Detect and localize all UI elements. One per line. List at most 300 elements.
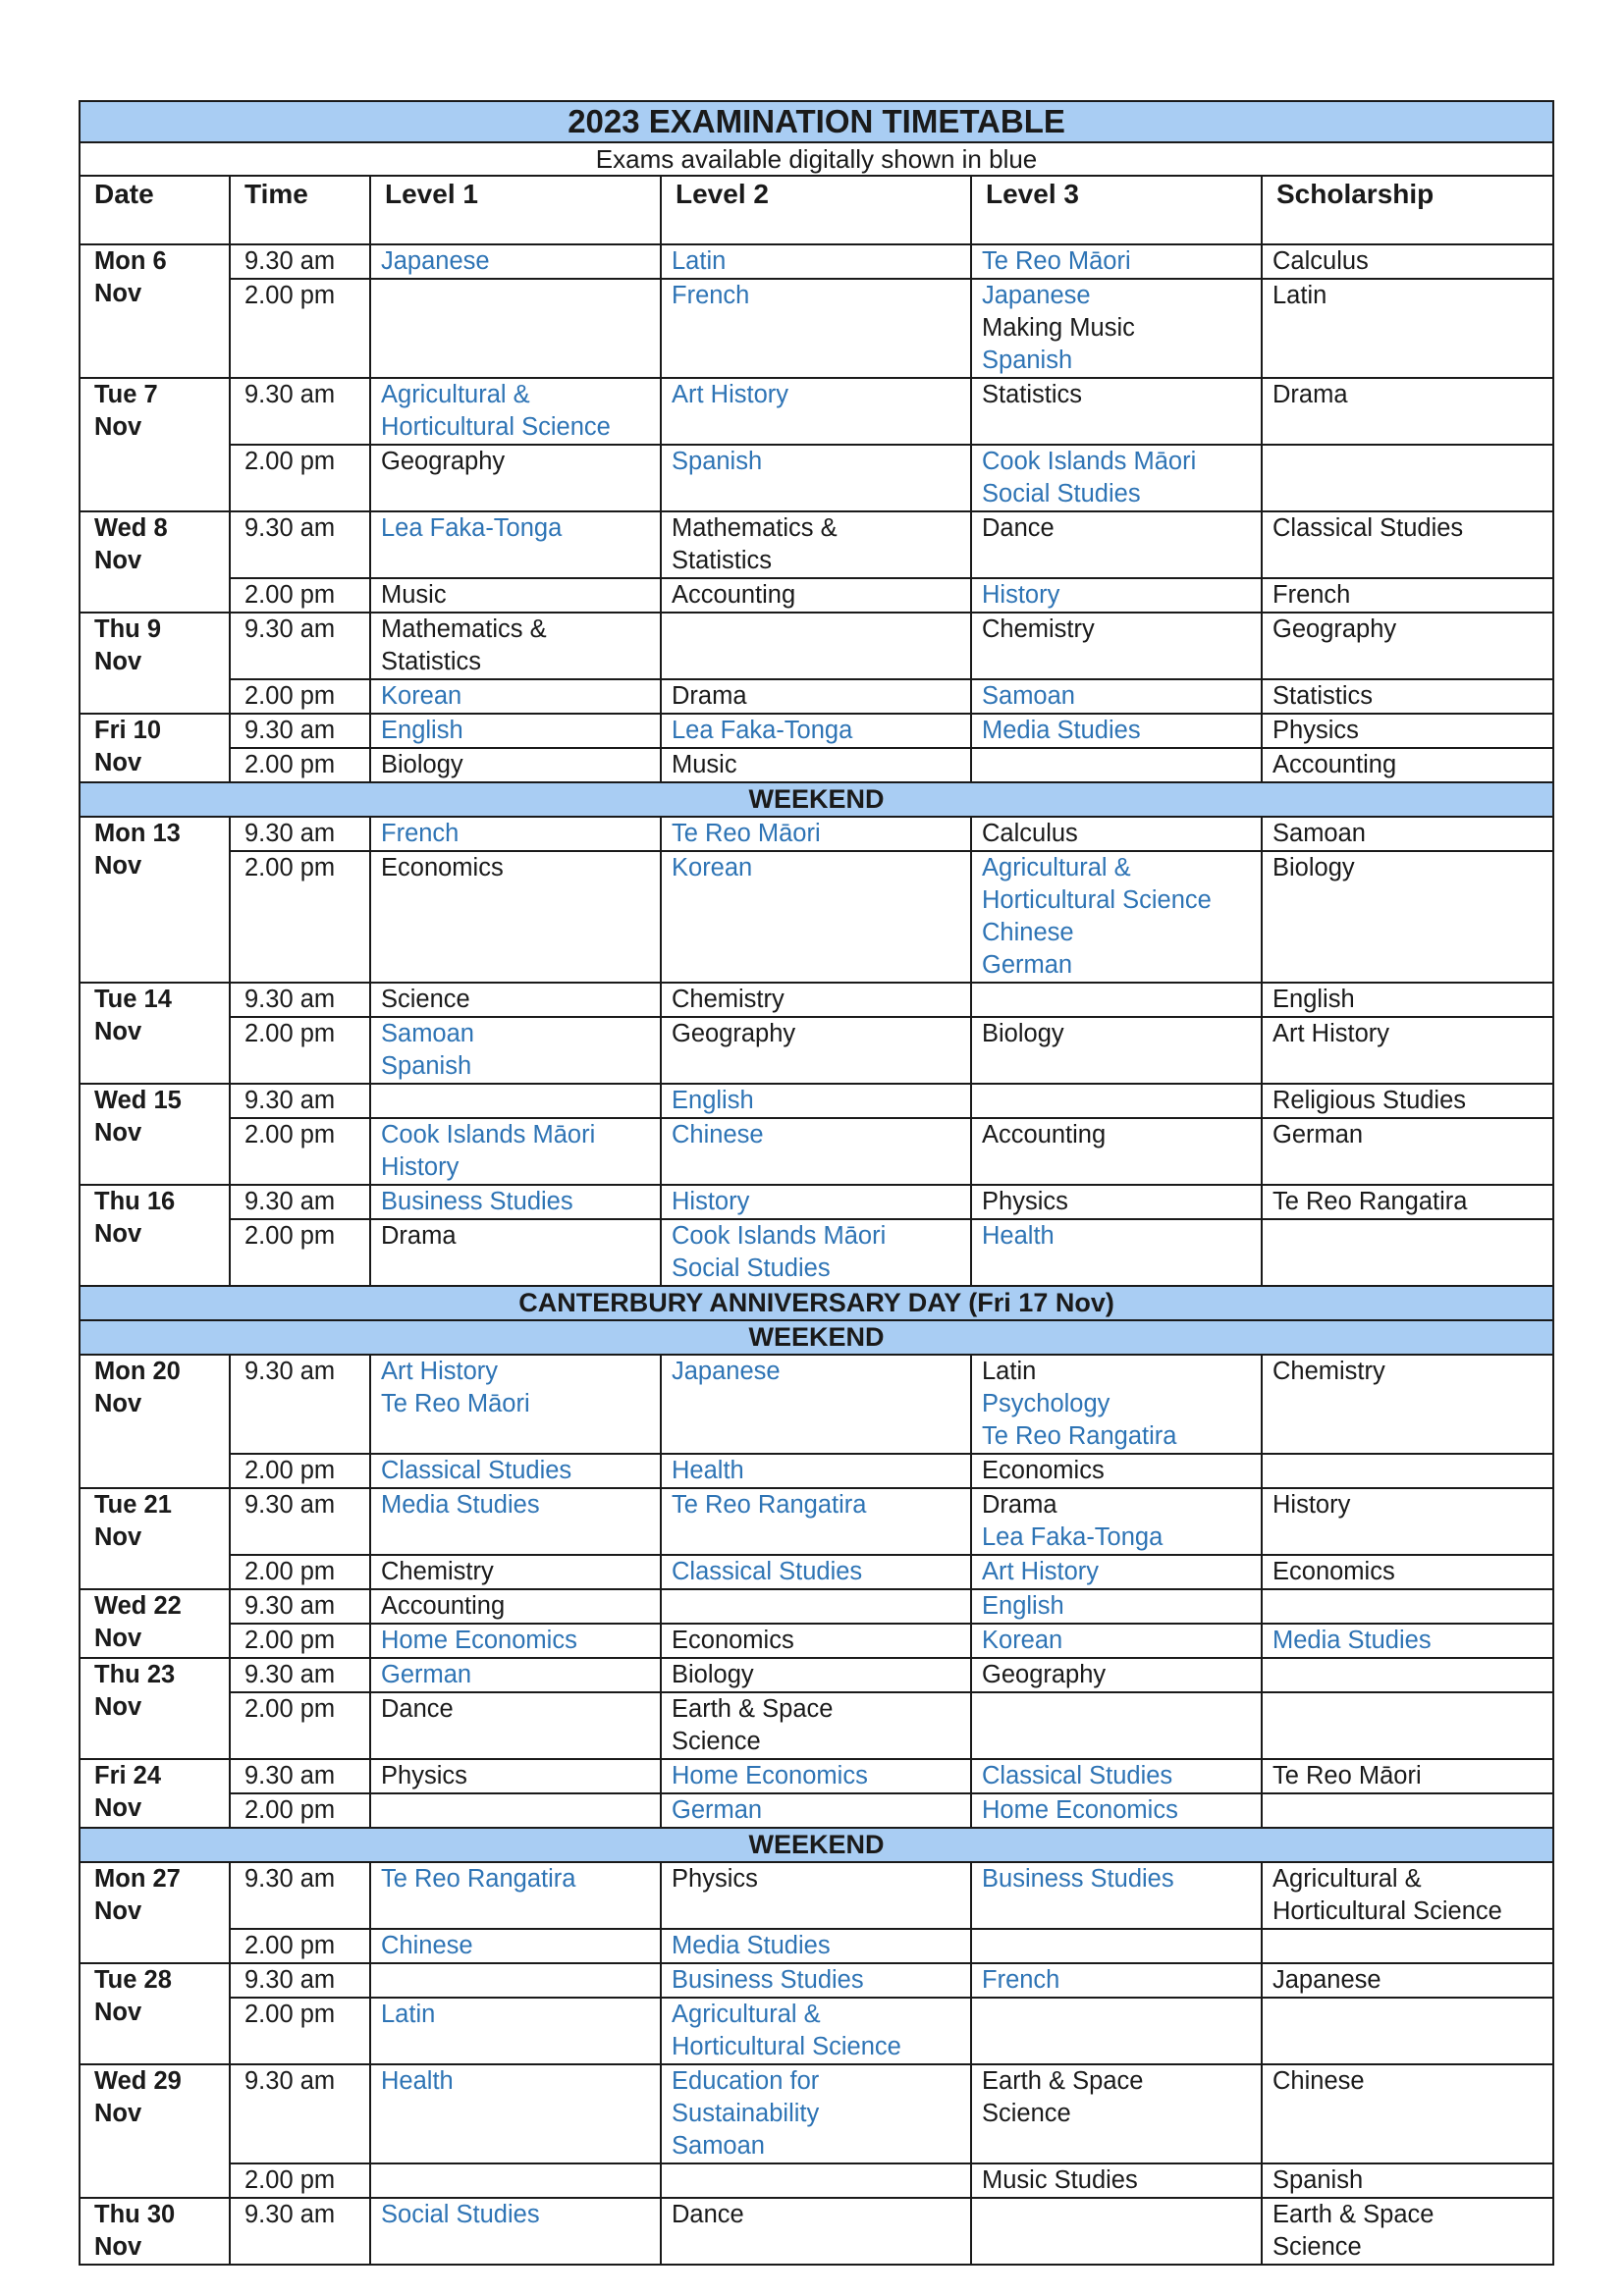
level-3-cell <box>971 1219 1262 1286</box>
level-1-cell <box>370 244 661 279</box>
digital-exam-subject: Agricultural & <box>672 2001 821 2028</box>
level-2-cell <box>661 1219 971 1286</box>
date-cell <box>80 2198 230 2265</box>
digital-exam-subject: Cook Islands Māori <box>381 1121 596 1148</box>
scholarship-cell <box>1262 1454 1553 1488</box>
level-2-cell <box>661 1118 971 1185</box>
exam-subject: Earth & Space <box>982 2067 1144 2095</box>
exam-subject: Horticultural Science <box>1272 1897 1502 1925</box>
date-text: Nov <box>94 1999 142 2026</box>
date-text: Nov <box>94 852 142 880</box>
exam-slot-row <box>80 1017 1553 1084</box>
level-2-cell <box>661 1017 971 1084</box>
date-cell <box>80 1084 230 1185</box>
level-3-cell <box>971 511 1262 578</box>
exam-subject: Latin <box>982 1358 1037 1385</box>
digital-exam-subject: Latin <box>672 247 727 275</box>
digital-exam-subject: Media Studies <box>381 1491 540 1519</box>
scholarship-cell <box>1262 1793 1553 1828</box>
exam-subject: Calculus <box>982 820 1078 847</box>
level-1-cell <box>370 378 661 445</box>
canterbury-band: CANTERBURY ANNIVERSARY DAY (Fri 17 Nov) <box>80 1286 1553 1320</box>
digital-exam-subject: Samoan <box>672 2132 765 2160</box>
level-1-cell <box>370 851 661 983</box>
date-cell <box>80 714 230 782</box>
digital-exam-subject: Te Reo Māori <box>672 820 821 847</box>
scholarship-cell <box>1262 1084 1553 1118</box>
band-row <box>80 1320 1553 1355</box>
scholarship-cell <box>1262 1998 1553 2064</box>
date-text: Wed 15 <box>94 1087 182 1114</box>
exam-slot-row <box>80 244 1553 279</box>
date-text: Tue 28 <box>94 1966 172 1994</box>
level-1-cell <box>370 2064 661 2163</box>
level-1-cell <box>370 1355 661 1454</box>
level-2-cell <box>661 613 971 679</box>
time-cell: 9.30 am <box>230 983 370 1017</box>
exam-subject: Science <box>381 986 470 1013</box>
scholarship-cell <box>1262 679 1553 714</box>
time-cell: 9.30 am <box>230 1488 370 1555</box>
time-cell: 9.30 am <box>230 613 370 679</box>
exam-subject: Economics <box>381 854 504 881</box>
exam-subject: Statistics <box>381 648 482 675</box>
level-1-cell <box>370 1118 661 1185</box>
level-2-cell <box>661 1692 971 1759</box>
date-text: Nov <box>94 1625 142 1652</box>
digital-exam-subject: Health <box>381 2067 454 2095</box>
level-1-cell <box>370 511 661 578</box>
level-2-cell <box>661 1454 971 1488</box>
time-cell: 2.00 pm <box>230 2163 370 2198</box>
exam-slot-row <box>80 1488 1553 1555</box>
digital-exam-subject: Chinese <box>672 1121 764 1148</box>
level-2-cell <box>661 279 971 378</box>
level-2-cell <box>661 1355 971 1454</box>
digital-exam-subject: Korean <box>672 854 753 881</box>
weekend-band: WEEKEND <box>80 1320 1553 1355</box>
digital-exam-subject: Business Studies <box>672 1966 864 1994</box>
digital-exam-subject: Art History <box>381 1358 499 1385</box>
exam-subject: Geography <box>381 448 506 475</box>
level-1-cell <box>370 1589 661 1624</box>
exam-subject: Chinese <box>1272 2067 1365 2095</box>
digital-exam-subject: History <box>982 581 1060 609</box>
level-1-cell <box>370 1998 661 2064</box>
exam-subject: Chemistry <box>982 615 1095 643</box>
exam-timetable <box>79 100 1554 2266</box>
date-cell <box>80 1355 230 1488</box>
scholarship-cell <box>1262 748 1553 782</box>
exam-subject: Chemistry <box>1272 1358 1385 1385</box>
timetable-body <box>80 244 1553 2265</box>
scholarship-cell <box>1262 1963 1553 1998</box>
exam-subject: Drama <box>672 682 747 710</box>
date-text: Nov <box>94 1220 142 1248</box>
scholarship-cell <box>1262 1624 1553 1658</box>
date-text: Nov <box>94 749 142 776</box>
digital-exam-subject: English <box>381 717 463 744</box>
digital-exam-subject: Japanese <box>381 247 490 275</box>
time-cell: 2.00 pm <box>230 1624 370 1658</box>
scholarship-cell <box>1262 983 1553 1017</box>
exam-subject: History <box>1272 1491 1351 1519</box>
time-cell: 2.00 pm <box>230 851 370 983</box>
time-cell: 2.00 pm <box>230 748 370 782</box>
date-text: Mon 13 <box>94 820 181 847</box>
column-header-level-1: Level 1 <box>370 176 661 244</box>
date-text: Fri 24 <box>94 1762 162 1789</box>
level-3-cell <box>971 1555 1262 1589</box>
exam-subject: Physics <box>381 1762 467 1789</box>
exam-subject: Japanese <box>1272 1966 1381 1994</box>
scholarship-cell <box>1262 378 1553 445</box>
level-1-cell <box>370 1454 661 1488</box>
scholarship-cell <box>1262 1589 1553 1624</box>
time-cell: 9.30 am <box>230 2064 370 2163</box>
time-cell: 2.00 pm <box>230 279 370 378</box>
digital-exam-subject: Lea Faka-Tonga <box>672 717 853 744</box>
level-3-cell <box>971 279 1262 378</box>
exam-subject: Spanish <box>1272 2166 1364 2194</box>
date-cell <box>80 613 230 714</box>
time-cell: 9.30 am <box>230 1862 370 1929</box>
level-1-cell <box>370 1185 661 1219</box>
level-3-cell <box>971 714 1262 748</box>
level-3-cell <box>971 1454 1262 1488</box>
level-2-cell <box>661 1963 971 1998</box>
level-2-cell <box>661 1998 971 2064</box>
level-3-cell <box>971 1692 1262 1759</box>
exam-subject: Statistics <box>672 547 773 574</box>
exam-subject: Art History <box>1272 1020 1390 1047</box>
level-2-cell <box>661 511 971 578</box>
level-2-cell <box>661 1555 971 1589</box>
level-3-cell <box>971 445 1262 511</box>
exam-slot-row <box>80 2198 1553 2265</box>
digital-exam-subject: Media Studies <box>982 717 1141 744</box>
exam-subject: Calculus <box>1272 247 1369 275</box>
scholarship-cell <box>1262 1658 1553 1692</box>
level-1-cell <box>370 1963 661 1998</box>
exam-subject: Mathematics & <box>672 514 838 542</box>
exam-slot-row <box>80 679 1553 714</box>
digital-exam-subject: History <box>381 1153 460 1181</box>
level-3-cell <box>971 1929 1262 1963</box>
digital-exam-subject: Spanish <box>672 448 763 475</box>
scholarship-cell <box>1262 2163 1553 2198</box>
date-text: Nov <box>94 2233 142 2261</box>
exam-slot-row <box>80 1793 1553 1828</box>
level-1-cell <box>370 578 661 613</box>
scholarship-cell <box>1262 445 1553 511</box>
date-text: Mon 6 <box>94 247 167 275</box>
column-header-date: Date <box>80 176 230 244</box>
date-cell <box>80 244 230 378</box>
band-row <box>80 1828 1553 1862</box>
time-cell: 2.00 pm <box>230 1219 370 1286</box>
digital-exam-subject: Spanish <box>381 1052 472 1080</box>
scholarship-cell <box>1262 2198 1553 2265</box>
time-cell: 9.30 am <box>230 1084 370 1118</box>
exam-subject: Science <box>1272 2233 1362 2261</box>
exam-slot-row <box>80 817 1553 851</box>
digital-exam-subject: Samoan <box>982 682 1075 710</box>
exam-slot-row <box>80 1589 1553 1624</box>
digital-exam-subject: German <box>982 951 1073 979</box>
digital-exam-subject: Media Studies <box>1272 1627 1432 1654</box>
exam-slot-row <box>80 2064 1553 2163</box>
date-text: Thu 23 <box>94 1661 176 1688</box>
exam-subject: Te Reo Rangatira <box>1272 1188 1468 1215</box>
time-cell: 2.00 pm <box>230 679 370 714</box>
scholarship-cell <box>1262 1759 1553 1793</box>
time-cell: 9.30 am <box>230 511 370 578</box>
level-1-cell <box>370 2163 661 2198</box>
time-cell: 2.00 pm <box>230 1454 370 1488</box>
digital-exam-subject: Psychology <box>982 1390 1110 1417</box>
level-2-cell <box>661 1084 971 1118</box>
digital-exam-subject: Cook Islands Māori <box>982 448 1197 475</box>
time-cell: 9.30 am <box>230 714 370 748</box>
exam-slot-row <box>80 445 1553 511</box>
date-text: Nov <box>94 413 142 441</box>
level-2-cell <box>661 1793 971 1828</box>
time-cell: 2.00 pm <box>230 1929 370 1963</box>
column-header-scholarship: Scholarship <box>1262 176 1553 244</box>
exam-slot-row <box>80 1998 1553 2064</box>
time-cell: 9.30 am <box>230 1759 370 1793</box>
scholarship-cell <box>1262 1219 1553 1286</box>
scholarship-cell <box>1262 1185 1553 1219</box>
exam-subject: Dance <box>672 2201 744 2228</box>
digital-exam-subject: Japanese <box>672 1358 781 1385</box>
level-2-cell <box>661 817 971 851</box>
exam-slot-row <box>80 714 1553 748</box>
level-3-cell <box>971 578 1262 613</box>
level-1-cell <box>370 1017 661 1084</box>
level-3-cell <box>971 244 1262 279</box>
time-cell: 9.30 am <box>230 1185 370 1219</box>
digital-exam-subject: Classical Studies <box>381 1457 572 1484</box>
scholarship-cell <box>1262 1118 1553 1185</box>
level-2-cell <box>661 679 971 714</box>
time-cell: 2.00 pm <box>230 1017 370 1084</box>
date-text: Nov <box>94 1018 142 1045</box>
exam-subject: Physics <box>1272 717 1359 744</box>
scholarship-cell <box>1262 1488 1553 1555</box>
band-row <box>80 782 1553 817</box>
time-cell: 2.00 pm <box>230 1793 370 1828</box>
exam-subject: Biology <box>672 1661 754 1688</box>
date-text: Nov <box>94 1693 142 1721</box>
exam-subject: Economics <box>1272 1558 1395 1585</box>
digital-exam-subject: Spanish <box>982 347 1073 374</box>
digital-exam-subject: Horticultural Science <box>672 2033 901 2060</box>
date-cell <box>80 1862 230 1963</box>
level-3-cell <box>971 2163 1262 2198</box>
level-3-cell <box>971 378 1262 445</box>
level-3-cell <box>971 679 1262 714</box>
exam-subject: Making Music <box>982 314 1135 342</box>
exam-subject: Biology <box>1272 854 1355 881</box>
timetable-page <box>79 100 1552 2266</box>
level-1-cell <box>370 1929 661 1963</box>
column-header-time: Time <box>230 176 370 244</box>
date-cell <box>80 2064 230 2198</box>
level-3-cell <box>971 851 1262 983</box>
level-2-cell <box>661 1658 971 1692</box>
exam-subject: Samoan <box>1272 820 1366 847</box>
column-header-level-2: Level 2 <box>661 176 971 244</box>
scholarship-cell <box>1262 244 1553 279</box>
exam-slot-row <box>80 851 1553 983</box>
exam-slot-row <box>80 279 1553 378</box>
digital-exam-subject: Home Economics <box>982 1796 1178 1824</box>
digital-exam-subject: Business Studies <box>381 1188 573 1215</box>
level-2-cell <box>661 378 971 445</box>
level-3-cell <box>971 1355 1262 1454</box>
exam-slot-row <box>80 1219 1553 1286</box>
digital-exam-subject: French <box>672 282 750 309</box>
digital-exam-subject: Health <box>982 1222 1055 1250</box>
date-text: Nov <box>94 648 142 675</box>
exam-slot-row <box>80 748 1553 782</box>
exam-slot-row <box>80 1624 1553 1658</box>
level-1-cell <box>370 1759 661 1793</box>
digital-exam-subject: Samoan <box>381 1020 474 1047</box>
exam-slot-row <box>80 1185 1553 1219</box>
exam-subject: Geography <box>1272 615 1397 643</box>
level-2-cell <box>661 714 971 748</box>
exam-subject: Latin <box>1272 282 1327 309</box>
exam-subject: Science <box>672 1728 761 1755</box>
level-1-cell <box>370 1793 661 1828</box>
date-text: Wed 8 <box>94 514 168 542</box>
time-cell: 2.00 pm <box>230 1692 370 1759</box>
exam-subject: Te Reo Māori <box>1272 1762 1422 1789</box>
exam-slot-row <box>80 983 1553 1017</box>
level-3-cell <box>971 1998 1262 2064</box>
scholarship-cell <box>1262 279 1553 378</box>
level-3-cell <box>971 1658 1262 1692</box>
level-1-cell <box>370 1658 661 1692</box>
digital-exam-subject: Korean <box>381 682 462 710</box>
digital-exam-subject: Art History <box>982 1558 1100 1585</box>
time-cell: 9.30 am <box>230 1963 370 1998</box>
exam-slot-row <box>80 1118 1553 1185</box>
level-1-cell <box>370 1555 661 1589</box>
date-text: Nov <box>94 2100 142 2127</box>
exam-slot-row <box>80 1084 1553 1118</box>
level-3-cell <box>971 983 1262 1017</box>
date-text: Tue 7 <box>94 381 158 408</box>
exam-subject: Dance <box>982 514 1055 542</box>
time-cell: 2.00 pm <box>230 578 370 613</box>
date-text: Thu 30 <box>94 2201 176 2228</box>
exam-subject: German <box>1272 1121 1364 1148</box>
digital-exam-subject: French <box>381 820 460 847</box>
scholarship-cell <box>1262 1017 1553 1084</box>
exam-slot-row <box>80 1454 1553 1488</box>
level-2-cell <box>661 748 971 782</box>
exam-subject: Economics <box>672 1627 794 1654</box>
level-3-cell <box>971 1084 1262 1118</box>
exam-subject: Physics <box>982 1188 1068 1215</box>
digital-exam-subject: Chinese <box>982 919 1074 946</box>
time-cell: 9.30 am <box>230 1355 370 1454</box>
level-3-cell <box>971 1793 1262 1828</box>
digital-exam-subject: Te Reo Rangatira <box>982 1422 1177 1450</box>
scholarship-cell <box>1262 714 1553 748</box>
exam-subject: Science <box>982 2100 1071 2127</box>
date-text: Nov <box>94 280 142 307</box>
level-3-cell <box>971 1118 1262 1185</box>
level-1-cell <box>370 445 661 511</box>
level-1-cell <box>370 1862 661 1929</box>
digital-exam-subject: Cook Islands Māori <box>672 1222 887 1250</box>
date-text: Wed 29 <box>94 2067 182 2095</box>
date-cell <box>80 1658 230 1759</box>
level-3-cell <box>971 1624 1262 1658</box>
exam-slot-row <box>80 1929 1553 1963</box>
digital-exam-subject: Home Economics <box>381 1627 577 1654</box>
exam-slot-row <box>80 613 1553 679</box>
date-text: Wed 22 <box>94 1592 182 1620</box>
digital-exam-subject: German <box>381 1661 472 1688</box>
level-3-cell <box>971 2064 1262 2163</box>
digital-exam-subject: Te Reo Rangatira <box>672 1491 867 1519</box>
time-cell: 9.30 am <box>230 244 370 279</box>
level-3-cell <box>971 2198 1262 2265</box>
level-2-cell <box>661 1929 971 1963</box>
digital-exam-subject: Classical Studies <box>672 1558 863 1585</box>
digital-exam-subject: Lea Faka-Tonga <box>982 1523 1164 1551</box>
column-header-row <box>80 176 1553 244</box>
date-text: Fri 10 <box>94 717 162 744</box>
level-3-cell <box>971 1759 1262 1793</box>
level-3-cell <box>971 613 1262 679</box>
level-3-cell <box>971 1589 1262 1624</box>
exam-subject: Accounting <box>381 1592 506 1620</box>
exam-slot-row <box>80 1692 1553 1759</box>
digital-exam-subject: Horticultural Science <box>381 413 611 441</box>
scholarship-cell <box>1262 613 1553 679</box>
level-3-cell <box>971 1185 1262 1219</box>
level-1-cell <box>370 679 661 714</box>
level-1-cell <box>370 2198 661 2265</box>
date-text: Tue 14 <box>94 986 172 1013</box>
digital-exam-subject: Japanese <box>982 282 1091 309</box>
digital-exam-subject: Latin <box>381 2001 436 2028</box>
date-cell <box>80 983 230 1084</box>
time-cell: 9.30 am <box>230 1589 370 1624</box>
digital-exam-subject: Chinese <box>381 1932 473 1959</box>
time-cell: 9.30 am <box>230 2198 370 2265</box>
digital-exam-subject: Social Studies <box>672 1255 831 1282</box>
level-2-cell <box>661 2064 971 2163</box>
date-text: Mon 27 <box>94 1865 181 1893</box>
date-text: Tue 21 <box>94 1491 172 1519</box>
date-cell <box>80 1759 230 1828</box>
time-cell: 2.00 pm <box>230 1555 370 1589</box>
date-text: Thu 16 <box>94 1188 176 1215</box>
level-2-cell <box>661 578 971 613</box>
digital-exam-subject: Art History <box>672 381 789 408</box>
exam-slot-row <box>80 378 1553 445</box>
digital-exam-subject: German <box>672 1796 763 1824</box>
exam-subject: Religious Studies <box>1272 1087 1467 1114</box>
